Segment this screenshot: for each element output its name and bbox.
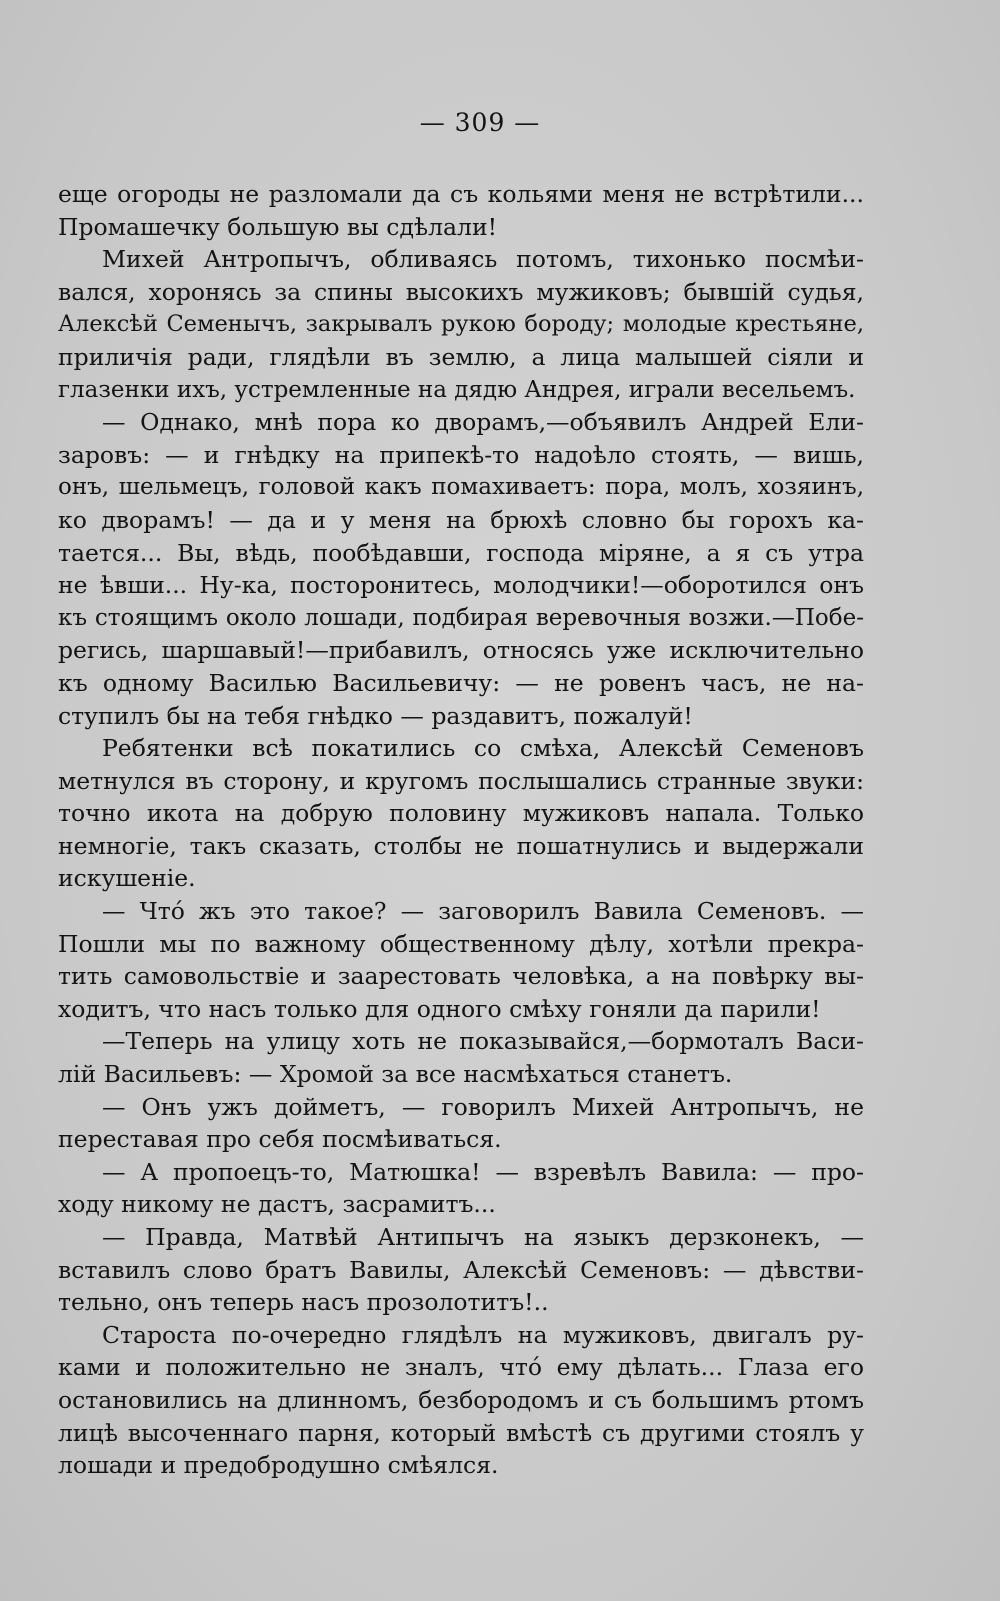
text-line: Алексѣй Семенычъ, закрывалъ рукою бороду; молодые крестьяне, xyxy=(58,311,864,338)
text-line: —Теперь на улицу хоть не показывайся,—бормоталъ Васи- xyxy=(102,1027,864,1056)
text-line: къ одному Василью Васильевичу: — не ровенъ часъ, не на- xyxy=(58,668,864,697)
text-line: лій Васильевъ: — Хромой за все насмѣхаться станетъ. xyxy=(58,1060,733,1089)
text-line: лицѣ высоченнаго парня, который вмѣстѣ съ другими стоялъ у xyxy=(58,1418,864,1447)
page-number: — 309 — xyxy=(419,108,541,137)
text-line: метнулся въ сторону, и кругомъ послышались странные звуки: xyxy=(58,766,864,795)
text-line: — Правда, Матвѣй Антипычъ на языкъ дерзконекъ, — xyxy=(102,1223,864,1251)
text-line: Староста по-очередно глядѣлъ на мужиковъ, двигалъ ру- xyxy=(102,1320,864,1349)
text-line: ходитъ, что насъ только для одного смѣху гоняли да парили! xyxy=(58,994,821,1023)
text-line: регись, шаршавый!—прибавилъ, относясь уже исключительно xyxy=(58,636,864,665)
text-line: — Однако, мнѣ пора ко дворамъ,—объявилъ Андрей Ели- xyxy=(102,408,864,437)
text-line: ками и положительно не зналъ, чтó ему дѣлать... Глаза его xyxy=(58,1353,864,1382)
text-line: ходу никому не дастъ, засрамитъ... xyxy=(58,1190,496,1219)
text-line: Пошли мы по важному общественному дѣлу, хотѣли прекра- xyxy=(58,929,864,958)
text-line: искушеніе. xyxy=(58,864,196,893)
text-line: глазенки ихъ, устремленные на дядю Андрея, играли весельемъ. xyxy=(58,376,856,403)
text-line: тается... Вы, вѣдь, пообѣдавши, господа міряне, а я съ утра xyxy=(58,538,864,567)
text-line: еще огороды не разломали да съ кольями меня не встрѣтили... xyxy=(58,180,864,208)
text-line: къ стоящимъ около лошади, подбирая веревочныя возжи.—Побе- xyxy=(58,604,864,631)
body-text xyxy=(58,178,864,1482)
text-line: вставилъ слово братъ Вавилы, Алексѣй Семеновъ: — дѣвстви- xyxy=(58,1255,864,1284)
text-line: остановились на длинномъ, безбородомъ и съ большимъ ртомъ xyxy=(58,1385,864,1414)
text-line: — Чтó жъ это такое? — заговорилъ Вавила Семеновъ. — xyxy=(102,897,864,926)
text-line: лошади и предобродушно смѣялся. xyxy=(58,1451,499,1480)
text-line: — Онъ ужъ дойметъ, — говорилъ Михей Антропычъ, не xyxy=(102,1092,864,1121)
text-line: заровъ: — и гнѣдку на припекѣ-то надоѣло стоять, — вишь, xyxy=(58,440,864,469)
text-line: тить самовольствіе и заарестовать человѣка, а на повѣрку вы- xyxy=(58,962,864,991)
text-line: не ѣвши... Ну-ка, посторонитесь, молодчики!—оборотился онъ xyxy=(58,571,864,600)
text-line: онъ, шельмецъ, головой какъ помахиваетъ: пора, молъ, хозяинъ, xyxy=(58,474,864,501)
text-line: переставая про себя посмѣиваться. xyxy=(58,1125,502,1154)
text-line: ступилъ бы на тебя гнѣдко — раздавитъ, пожалуй! xyxy=(58,701,693,730)
text-line: ко дворамъ! — да и у меня на брюхѣ словно бы горохъ ка- xyxy=(58,505,864,534)
text-line: — А пропоецъ-то, Матюшка! — взревѣлъ Вавила: — про- xyxy=(102,1157,864,1186)
text-line: Промашечку большую вы сдѣлали! xyxy=(58,212,498,241)
text-line: вался, хоронясь за спины высокихъ мужиковъ; бывшій судья, xyxy=(58,277,864,306)
text-line: Михей Антропычъ, обливаясь потомъ, тихонько посмѣи- xyxy=(102,245,864,274)
text-line: немногіе, такъ сказать, столбы не пошатнулись и выдержали xyxy=(58,831,864,860)
text-line: приличія ради, глядѣли въ землю, а лица малышей сіяли и xyxy=(58,342,864,371)
text-line: точно икота на добрую половину мужиковъ напала. Только xyxy=(58,799,864,828)
text-line: тельно, онъ теперь насъ прозолотитъ!.. xyxy=(58,1288,549,1317)
text-line: Ребятенки всѣ покатились со смѣха, Алексѣй Семеновъ xyxy=(102,734,864,763)
